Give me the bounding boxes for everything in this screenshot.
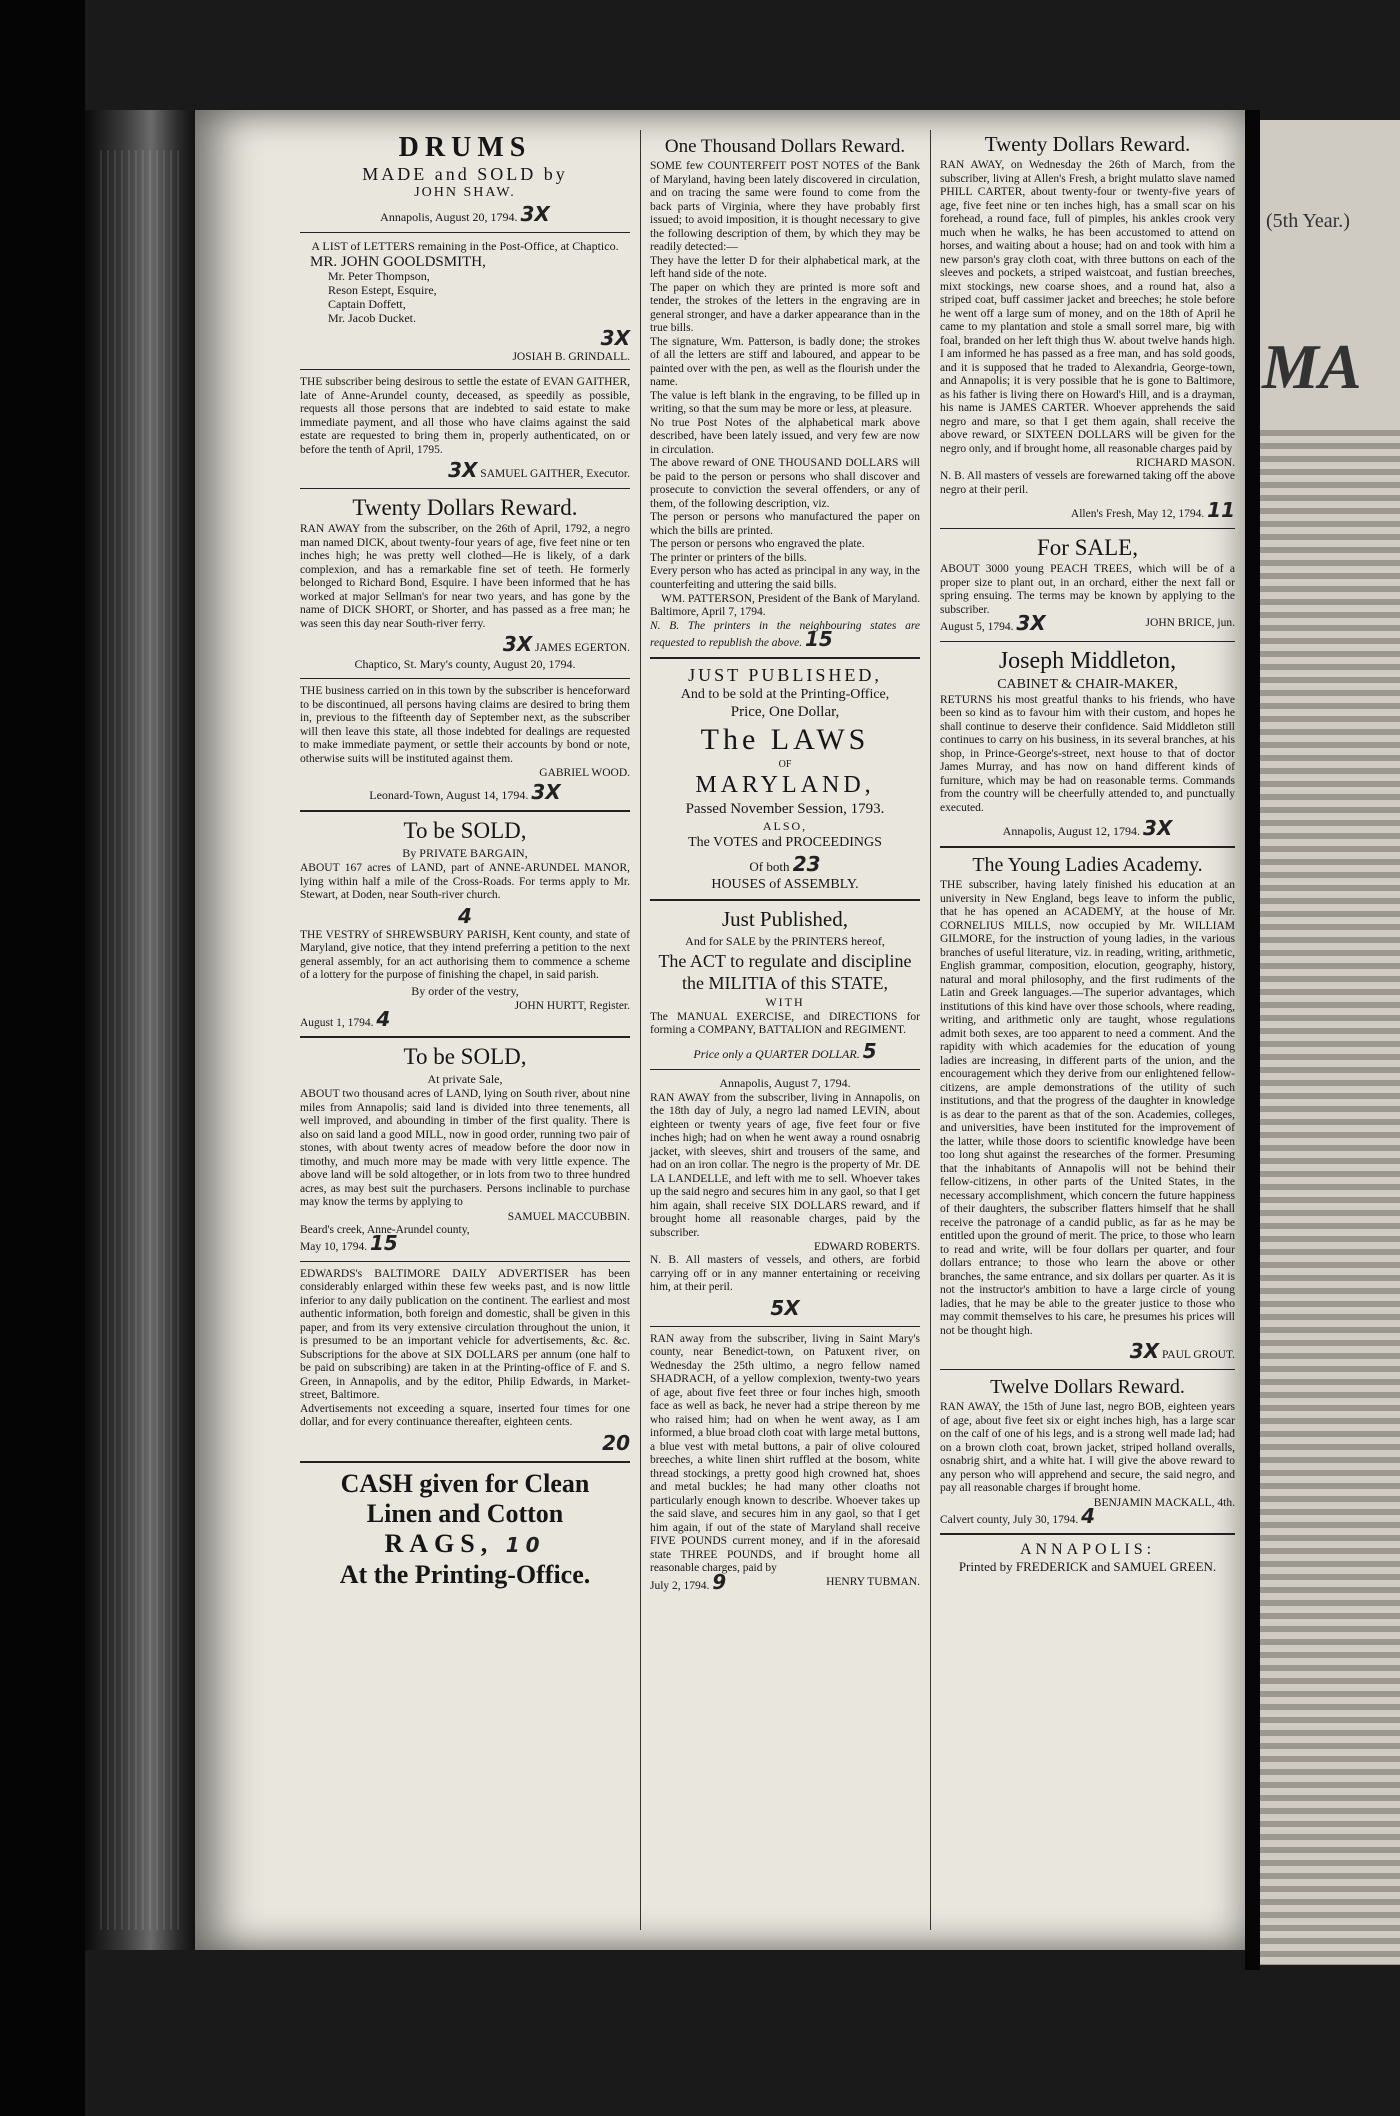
imprint-printer: Printed by FREDERICK and SAMUEL GREEN. [958,1559,1217,1574]
imprint-city: ANNAPOLIS: [1019,1541,1156,1558]
thousand-date: Baltimore, April 7, 1794. [650,606,766,618]
laws-line: ALSO, [762,818,808,833]
militia-title: The ACT to regulate and discipline the MILITIA of this STATE, [658,950,912,993]
cash-line: CASH given for Clean [340,1468,590,1498]
bob-head: Twelve Dollars Reward. [990,1376,1185,1398]
drums-sub: MADE and SOLD by [362,164,568,184]
militia-price: Price only a QUARTER DOLLAR. [693,1046,860,1061]
ledger-mark: 20 [602,1430,630,1455]
carter-head: Twenty Dollars Reward. [984,132,1191,156]
divider [650,899,920,901]
divider [940,528,1235,529]
forsale-sign: JOHN BRICE, jun. [1145,617,1235,629]
gaither-sign: SAMUEL GAITHER, Executor. [480,468,630,480]
laws-line: Of both [749,858,790,874]
ledger-mark: 3X [448,458,478,482]
wood-sign: GABRIEL WOOD. [539,767,630,779]
vestry-sign: JOHN HURTT, Register. [514,999,630,1012]
scan-border [0,0,85,2116]
letters-list [310,255,630,325]
middleton-sub: CABINET & CHAIR-MAKER, [997,676,1178,692]
ledger-mark: 4 [1081,1503,1095,1528]
dick-notice: RAN AWAY from the subscriber, on the 26th of April, 1792, a negro man named DICK, about twenty-four years of age, five feet nine or ten inches high; he was pretty well clothed—He is likely, of a dark complexion, and has a remarkable fine set of teeth. He formerly belonged to Richard Bond, Esquire. I have been informed that he has worked at major Sellman's for near two years, and has gone by the name of DICK SHORT, or Shorter, and has passed as a free man; he was seen this day near South-river ferry. [300,523,630,630]
twenty-dollars-head: Twenty Dollars Reward. [352,495,578,520]
laws-line: And to be sold at the Printing-Office, [680,686,890,702]
laws-line: Price, One Dollar, [730,703,840,720]
letters-name: MR. JOHN GOOLDSMITH, [310,254,486,270]
divider [300,1461,630,1463]
ledger-mark: 11 [1207,498,1235,522]
vestry-date: August 1, 1794. [300,1016,374,1029]
ledger-mark: 3X [1129,1339,1160,1363]
shadrach-date: July 2, 1794. [650,1579,710,1592]
edwards-notice: EDWARDS's BALTIMORE DAILY ADVERTISER has been considerably enlarged within these few weeks past, and is now little inferior to any daily publication on the continent. The earliest and most authentic information, both foreign and domestic, shall be given in this paper, and from its very extensive circulation throughout the union, it is presumed to be an important vehicle for advertisements, &c. &c. Subscriptions for the above at SIX DOLLARS per annum (one half to be paid on subscribing) are taken in at the Printing-office of F. and S. Green, in Annapolis, and by the editor, Philip Edwards, in Market-street, Baltimore. [300,1267,630,1401]
bob-sign: BENJAMIN MACKALL, 4th. [1093,1496,1235,1509]
sold-sub: By PRIVATE BARGAIN, [402,846,528,860]
academy-head: The Young Ladies Academy. [972,854,1203,876]
thousand-sign: WM. PATTERSON, President of the Bank of Maryland. [661,593,920,605]
cash-line: At the Printing-Office. [339,1559,591,1589]
peach-notice: ABOUT 3000 young PEACH TREES, which will be of a proper size to plant out, in an orchard, either the next fall or spring ensuing. The terms may be known by applying to the subscriber. [940,563,1235,616]
letters-name: Reson Estept, Esquire, [328,283,437,297]
bob-notice: RAN AWAY, the 15th of June last, negro BOB, eighteen years of age, about five feet six or eight inches high, has a large scar on the calf of one of his legs, and is a strong well made lad; had on a brown cloth coat, brown jacket, striped holland overalls, osnabrig shirt, and a white hat. I will give the above reward to any person who will apprehend and secure, the said negro, and pay all reasonable charges if brought home. [940,1401,1235,1494]
cash-line: Linen and Cotton [366,1498,564,1528]
ledger-mark: 3X [502,632,533,656]
academy-notice: THE subscriber, having lately finished his education at an university in New England, begs leave to inform the public, that he has opened an ACADEMY, at the house of Mr. CORNELIUS MILLS, now occupied by Mr. WILLIAM GILMORE, for the instruction of young ladies, in the various branches of useful literature, viz. in reading, writing, arithmetic, English grammar, composition, elocution, geography, history, natural and moral philosophy, and the first rudiments of the Latin and Greek languages.—The superior advantages, which institutions of this kind have over those schools, where reading, writing, and arithmetic only are taught, whose regulations admit both sexes, are too apparent to need a comment. And the rapidity with which academies for the education of young ladies are increasing, in different parts of the union, and the encouragement which they derive from our enlightened fellow-citizens, are ample demonstrations of the utility of such institutions, and that the progress of the daughter in knowledge is as dear to the parent as that of the son. Academies, colleges, and universities, have been instituted for the improvement of the latter, while those doors to scientific knowledge have been too long shut against the researches of the former. Presuming that the inhabitants of Annapolis will not be behind their fellow-citizens, in other parts of the United States, in the necessary accomplishment, which concern the future happiness of their daughters, the subscriber flatters himself that he shall receive the patronage of a candid public, as far as he may be entitled upon the ground of merit. The price, to those who learn to read and write, will be four dollars per quarter, and four dollars entrance; to those who learn the above or other branches, the same entrance, and six dollars per quarter. As it is not the instructor's ambition to have a large circle of young ladies, that he may be able to the greater justice to those who may commit themselves to his care, he presumes his prices will not be thought high. [940,879,1235,1337]
militia-line: WITH [765,994,805,1009]
levin-notice: RAN AWAY from the subscriber, living in Annapolis, on the 18th day of July, a negro lad named LEVIN, about eighteen or twenty years of age, five feet four or five inches high; had on when he went away a round osnabrig jacket, with sleeves, shirt and trousers of the same, and had on an iron collar. The negro is the property of Mr. DE LA LANDELLE, and left with me to sell. Whoever takes up the said negro and secures him in any gaol, so that I get him again, shall receive SIX DOLLARS reward, and if brought home all reasonable charges, paid by the subscriber. [650,1091,920,1239]
forsale-head: For SALE, [1037,535,1138,560]
divider [650,1069,920,1070]
carter-notice: RAN AWAY, on Wednesday the 26th of March, from the subscriber, living at Allen's Fresh, a bright mulatto slave named PHILL CARTER, about twenty-four or twenty-five years of age, five feet nine or ten inches high, has a small scar on his forehead, a round face, full of pimples, his ankles crook very much when he walks, he has been accustomed to attend on horses, and waiting about a house; had on and took with him a new parson's gray cloth coat, with three buttons on each of the sleeves and pockets, a striped waistcoat, and fustian breeches, mixt stockings, new coarse shoes, and a round hat, also a striped coat, buff cassimer jacket and breeches; he stole before he went off a large sum of money, and on the 18th of April he came to my plantation and stole a small sorrel mare, big with foal, branded on her left thigh thus W. about twelve hands high. I am informed he has passed as a free man, and has sold goods, and it is supposed that he traded to Alexandria, George-town, and Annapolis; it is very possible that he is gone to Baltimore, as his father is living there on Howard's Hill, and is a drayman, his name is JAMES CARTER. Whoever apprehends the said negro and mare, so that I get them again, shall receive the above reward, or SIXTEEN DOLLARS will be given for the negro only, and if brought home, all reasonable charges paid by [940,159,1235,455]
adjacent-masthead: MA [1262,331,1362,402]
divider [940,1533,1235,1535]
laws-line: The VOTES and PROCEEDINGS [688,834,882,850]
thousand-para: The value is left blank in the engraving, to be filled up in writing, so that the sum may be more or less, at pleasure. [650,389,920,415]
divider [940,846,1235,848]
gaither-notice: THE subscriber being desirous to settle the estate of EVAN GAITHER, late of Anne-Arundel county, deceased, as speedily as possible, requests all those persons that are indebted to said estate to make immediate payment, and all those who have claims against the said estate are requested to bring them in, properly authenticated, on or before the tenth of April, 1795. [300,376,630,456]
shadrach-notice: RAN away from the subscriber, living in Saint Mary's county, near Benedict-town, on Patuxent river, on Wednesday the 25th ultimo, a negro fellow named SHADRACH, of a yellow complexion, twenty-two years of age, about five feet three or four inches high, smooth face as well as back, he never had a stripe thereon by me who raised him; had on when he went away, as I am informed, a blue broad cloth coat with large metal buttons, a blue vest with metal buttons, a pair of olive coloured breeches, a white linen shirt ruffled at the bosom, white thread stockings, a pretty good high crowned hat, shoes and metal buckles; he had many other cloaths not particularly enough known to describe. Whoever takes up the said slave, and secures him in any gaol, so that I get him again, if out of the state of Maryland shall receive FIVE POUNDS current money, and if in the aforesaid state THREE POUNDS, and if brought home all reasonable charges, paid by [650,1332,920,1574]
letters-name: Mr. Jacob Ducket. [328,311,416,325]
page-edges [100,150,180,1930]
levin-sign: EDWARD ROBERTS. [813,1241,920,1253]
divider [300,369,630,370]
letters-name: Mr. Peter Thompson, [328,269,430,283]
laws-title: The LAWS [700,722,870,756]
middleton-notice: RETURNS his most greatful thanks to his friends, who have been so kind as to favour him with their custom, and hopes he shall continue to deserve their confidence. Said Middleton still continues to carry on his business, in its several branches, at his shop, in Prince-George's-street, next house to that of doctor James Murray, and has now on hand different kinds of furniture, which may be had on reasonable terms. Commands from the country will be cheerfully attended to, and punctually executed. [940,693,1235,814]
ledger-mark: 15 [369,1231,398,1255]
middleton-head: Joseph Middleton, [998,647,1177,674]
vestry-notice: THE VESTRY of SHREWSBURY PARISH, Kent county, and state of Maryland, give notice, that they intend preferring a petition to the next general assembly, for an act authorising them to commence a scheme of a lottery for the purpose of finishing the chapel, in said parish. [300,928,630,981]
laws-line: Passed November Session, 1793. [685,800,885,817]
thousand-para: The person or persons who engraved the plate. [650,538,865,550]
ledger-mark: 3X [1016,611,1046,635]
cash-rags: RAGS, [384,1528,494,1558]
academy-sign: PAUL GROUT. [1161,1349,1235,1361]
column-rule [640,130,641,1930]
page-gutter [1245,110,1260,1970]
column-1 [300,132,630,1590]
divider [300,678,630,679]
drums-title: DRUMS [398,132,532,163]
thousand-para: The above reward of ONE THOUSAND DOLLARS will be paid to the person or persons who shall discover and prosecute to conviction the several offenders, or any of them, of the following description, viz. [650,457,920,510]
divider [300,1261,630,1262]
shadrach-sign: HENRY TUBMAN. [826,1575,920,1588]
south-river-notice: ABOUT two thousand acres of LAND, lying on South river, about nine miles from Annapolis; said land is divided into three tenements, all well improved, and abounding in timber of the first quality. There is also on said land a good MILL, now in good order, running two pair of stones, with about twenty acres of meadow before the door now in timothy, and much more may be made with very little expence. The above land will be sold altogether, or in lots from two to three hundred acres, as may best suit the purchasers. Persons inclinable to purchase may know the terms by applying to [300,1088,630,1208]
letters-head: A LIST of LETTERS remaining in the Post-Office, at Chaptico. [311,239,619,253]
divider [300,488,630,489]
carter-sign: RICHARD MASON. [1135,457,1235,469]
ledger-mark: 3X [531,780,561,804]
sold-head: To be SOLD, [403,1044,527,1069]
sold-sub: At private Sale, [427,1072,503,1086]
vestry-order: By order of the vestry, [411,983,519,998]
militia-line: The MANUAL EXERCISE, and DIRECTIONS for forming a COMPANY, BATTALION and REGIMENT. [650,1010,920,1036]
thousand-para: They have the letter D for their alphabetical mark, at the left hand side of the note. [650,254,920,280]
levin-date: Annapolis, August 7, 1794. [719,1075,851,1090]
ledger-mark: 3X [1143,816,1173,840]
thousand-para: The signature, Wm. Patterson, is badly done; the strokes of all the letters are stiff and laboured, and appear to be painted over with the pen, as well as the flourish under the name. [650,335,920,388]
wood-place: Leonard-Town, August 14, 1794. [369,788,529,802]
divider [940,641,1235,642]
divider [650,1326,920,1327]
column-rule [930,130,931,1930]
ledger-mark: 4 [376,1006,391,1031]
edwards-note: Advertisements not exceeding a square, inserted four times for one dollar, and for every continuance thereafter, eighteen cents. [300,1402,630,1428]
thousand-para: No true Post Notes of the alphabetical mark above described, have been lately issued, and very few are now in circulation. [650,416,920,456]
drums-maker: JOHN SHAW. [414,185,516,200]
divider [940,1369,1235,1370]
ledger-mark: 10 [505,1532,546,1557]
divider [300,810,630,812]
manor-notice: ABOUT 167 acres of LAND, part of ANNE-ARUNDEL MANOR, lying within half a mile of the Cross-Roads. For terms apply to Mr. Stewart, at Doden, near South-river church. [300,862,630,901]
thousand-nb: N. B. The printers in the neighbouring states are requested to republish the above. [650,619,920,649]
thousand-para: The person or persons who manufactured the paper on which the bills are printed. [650,511,920,537]
laws-line: JUST PUBLISHED, [688,664,882,685]
militia-line: And for SALE by the PRINTERS hereof, [685,933,885,948]
thousand-para: The printer or printers of the bills. [650,551,807,564]
dick-place: Chaptico, St. Mary's county, August 20, 1794. [354,657,576,671]
militia-head: Just Published, [721,906,849,931]
adjacent-year: (5th Year.) [1266,210,1350,232]
dick-sign: JAMES EGERTON. [535,642,630,654]
divider [650,657,920,659]
carter-date: Allen's Fresh, May 12, 1794. [1070,508,1205,520]
adjacent-text-block [1260,430,1400,1965]
drums-date: Annapolis, August 20, 1794. [380,210,518,224]
bob-place: Calvert county, July 30, 1794. [940,1513,1079,1526]
ledger-mark: 15 [805,627,833,651]
ledger-mark: 3X [520,202,550,226]
sold2-sign: SAMUEL MACCUBBIN. [507,1210,630,1223]
letters-name: Captain Doffett, [328,297,406,311]
ledger-mark: 23 [792,851,821,876]
ledger-mark: 4 [458,903,472,928]
ledger-mark: 3X [600,326,630,350]
laws-line: OF [778,758,792,770]
column-2 [650,132,920,1593]
carter-nb: N. B. All masters of vessels are forewarned taking off the above negro at their peril. [940,470,1235,496]
divider [300,232,630,233]
letters-sign: JOSIAH B. GRINDALL. [512,351,630,363]
laws-line: HOUSES of ASSEMBLY. [711,876,859,892]
levin-nb: N. B. All masters of vessels, and others, are forbid carrying off or in any manner entertaining or receiving him, at their peril. [650,1254,920,1293]
wood-notice: THE business carried on in this town by the subscriber is henceforward to be discontinued, all persons having claims are desired to bring them in, previous to the fifteenth day of September next, as the subscriber will then leave this state, all those indebted for dealings are requested to make immediate payment, or settle their accounts by bond or note, otherwise suits will be instituted against them. [300,685,630,765]
thousand-head: One Thousand Dollars Reward. [664,136,906,157]
thousand-para: The paper on which they are printed is more soft and tender, the strokes of the letters in the engraving are in general stronger, and have a darker appearance than in the true bills. [650,281,920,334]
thousand-para: Every person who has acted as principal in any way, in the counterfeiting and uttering the said bills. [650,565,920,591]
ledger-mark: 5 [862,1038,877,1063]
laws-state: MARYLAND, [695,771,875,798]
middleton-date: Annapolis, August 12, 1794. [1002,824,1140,838]
thousand-para: SOME few COUNTERFEIT POST NOTES of the Bank of Maryland, having been lately discovered in circulation, and on tracing the same were found to come from the back parts of Virginia, where they have probably first issued; to avoid imposition, it is thought necessary to give the following description of them, by which they may be readily detected:— [650,160,920,253]
sold2-date: May 10, 1794. [300,1241,368,1253]
ledger-mark: 5X [770,1295,800,1320]
divider [300,1036,630,1038]
ledger-mark: 9 [712,1569,727,1594]
forsale-date: August 5, 1794. [940,621,1014,633]
sold-head: To be SOLD, [403,818,527,843]
sold2-place: Beard's creek, Anne-Arundel county, [300,1223,470,1236]
column-3 [940,128,1235,1575]
adjacent-page [1260,120,1400,1965]
newspaper-page [195,110,1245,1950]
